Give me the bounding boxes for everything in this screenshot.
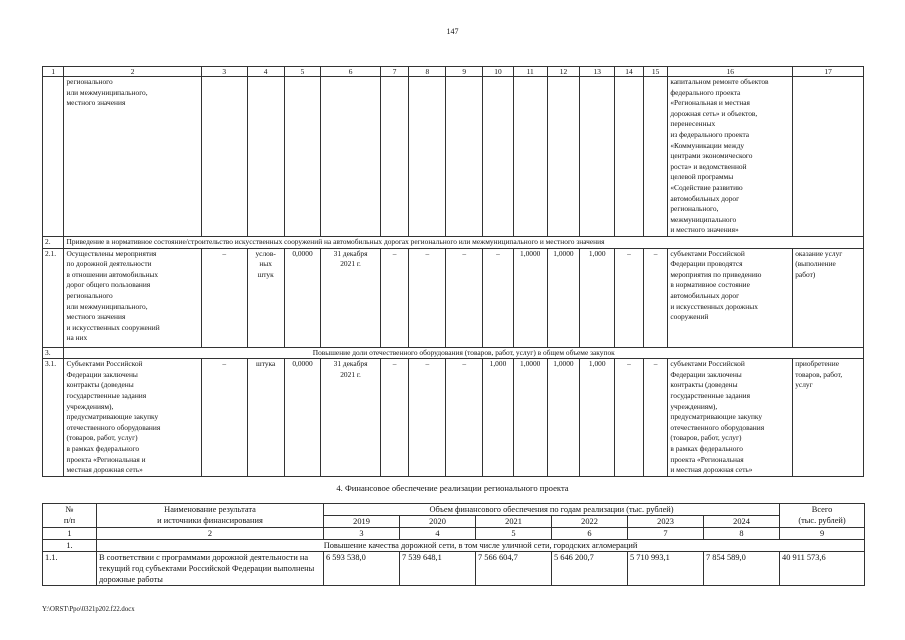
col-number: 3 — [324, 528, 400, 540]
col-header: 13 — [580, 67, 615, 77]
section-number: 3. — [43, 347, 64, 359]
cell: – — [483, 248, 514, 347]
col-header: 14 — [615, 67, 644, 77]
cell: – — [380, 248, 409, 347]
cell: – — [409, 248, 446, 347]
date-cell: 31 декабря 2021 г. — [321, 359, 380, 477]
date-cell: 31 декабря 2021 г. — [321, 248, 380, 347]
result-name-cell: В соответствии с программами дорожной деятельности на текущий год субъектами Российской Федерации выполнены дорожные работы — [97, 552, 324, 586]
year-header: 2024 — [704, 516, 780, 528]
table-header-row — [43, 504, 865, 516]
amount-cell: 6 593 538,0 — [324, 552, 400, 586]
characteristic-cell: субъектами Российской Федерации проводятся мероприятия по приведению в нормативное состояние автомобильных дорог и искусственных дорожных сооружений — [668, 248, 793, 347]
cell: 1,000 — [580, 359, 615, 477]
year-header: 2021 — [476, 516, 552, 528]
cell: – — [380, 359, 409, 477]
table-row — [43, 552, 865, 586]
col-header-name: Наименование результата и источники финансирования — [97, 504, 324, 528]
amount-cell: 7 566 604,7 — [476, 552, 552, 586]
year-header: 2023 — [628, 516, 704, 528]
amount-cell: 5 710 993,1 — [628, 552, 704, 586]
cell: – — [409, 359, 446, 477]
cell: – — [615, 359, 644, 477]
section-row — [43, 347, 864, 359]
total-cell: 40 911 573,6 — [780, 552, 865, 586]
table-row-continued — [43, 77, 864, 237]
section-number: 1. — [43, 540, 97, 552]
cell: 0,0000 — [284, 359, 321, 477]
cell: – — [446, 248, 483, 347]
col-number: 2 — [97, 528, 324, 540]
col-header: 9 — [446, 67, 483, 77]
col-number: 4 — [400, 528, 476, 540]
section-heading: 4. Финансовое обеспечение реализации регионального проекта — [336, 483, 569, 493]
col-header-number: № п/п — [43, 504, 97, 528]
result-name-cell: Субъектами Российской Федерации заключены контракты (доведены государственные задания учреждениям), предусматривающие закупку отечественного оборудования (товаров, работ, услуг) в рамках федерального проекта «Региональная и местная дорожная сеть» — [64, 359, 201, 477]
section-title: Повышение качества дорожной сети, в том числе уличной сети, городских агломераций — [97, 540, 865, 552]
col-header: 6 — [321, 67, 380, 77]
table-row — [43, 359, 864, 477]
cell: – — [201, 359, 247, 477]
table-row — [43, 248, 864, 347]
column-number-row — [43, 528, 865, 540]
year-header: 2020 — [400, 516, 476, 528]
amount-cell: 5 646 200,7 — [552, 552, 628, 586]
section-title: Приведение в нормативное состояние/строительство искусственных сооружений на автомобильных дорогах регионального или межмуниципального и местного значения — [64, 237, 864, 249]
cell: 1,000 — [483, 359, 514, 477]
cell: – — [643, 359, 668, 477]
cell: – — [615, 248, 644, 347]
amount-cell: 7 854 589,0 — [704, 552, 780, 586]
table-header-row — [43, 67, 864, 77]
cell: 1,0000 — [513, 248, 547, 347]
col-header: 10 — [483, 67, 514, 77]
cell: 1,0000 — [513, 359, 547, 477]
characteristic-cell: капитальном ремонте объектов федерального проекта «Региональная и местная дорожная сеть» и объектов, перенесенных из федерального проекта «Коммуникации между центрами экономического роста» и ведомственной целевой программы «Содействие развитию автомобильных дорог регионального, межмуниципального и местного значения» — [668, 77, 793, 237]
year-header: 2019 — [324, 516, 400, 528]
type-cell: приобретение товаров, работ, услуг — [793, 359, 864, 477]
cell: 1,0000 — [547, 359, 580, 477]
col-header: 2 — [64, 67, 201, 77]
col-header: 8 — [409, 67, 446, 77]
col-header: 5 — [284, 67, 321, 77]
file-path-footer: Y:\ORST\Ppo\0321p202.f22.docx — [42, 606, 135, 613]
cell: 1,000 — [580, 248, 615, 347]
col-header: 1 — [43, 67, 64, 77]
col-header: 15 — [643, 67, 668, 77]
section-number: 2. — [43, 237, 64, 249]
col-number: 7 — [628, 528, 704, 540]
characteristic-cell: субъектами Российской Федерации заключены контракты (доведены государственные задания учреждениям), предусматривающие закупку отечественного оборудования (товаров, работ, услуг) в рамках федерального проекта «Региональная и местная дорожная сеть» — [668, 359, 793, 477]
col-number: 9 — [780, 528, 865, 540]
cell: – — [446, 359, 483, 477]
financing-table — [42, 503, 865, 586]
col-number: 5 — [476, 528, 552, 540]
col-header: 17 — [793, 67, 864, 77]
page-number: 147 — [446, 27, 459, 36]
cell: 0,0000 — [284, 248, 321, 347]
amount-cell: 7 539 648,1 — [400, 552, 476, 586]
col-header: 16 — [668, 67, 793, 77]
col-header: 11 — [513, 67, 547, 77]
unit-cell: штука — [247, 359, 284, 477]
result-name-cell: регионального или межмуниципального, местного значения — [64, 77, 201, 237]
section-row — [43, 540, 865, 552]
row-number: 2.1. — [43, 248, 64, 347]
col-number: 1 — [43, 528, 97, 540]
col-header: 3 — [201, 67, 247, 77]
col-header: 7 — [380, 67, 409, 77]
section-row — [43, 237, 864, 249]
year-header: 2022 — [552, 516, 628, 528]
result-name-cell: Осуществлены мероприятия по дорожной деятельности в отношении автомобильных дорог общего пользования регионального или межмуниципального, местного значения и искусственных сооружений на них — [64, 248, 201, 347]
col-header: 12 — [547, 67, 580, 77]
col-header-volume: Объем финансового обеспечения по годам реализации (тыс. рублей) — [324, 504, 780, 516]
unit-cell: услов- ных штук — [247, 248, 284, 347]
type-cell: оказание услуг (выполнение работ) — [793, 248, 864, 347]
results-table — [42, 66, 864, 477]
col-number: 8 — [704, 528, 780, 540]
col-header: 4 — [247, 67, 284, 77]
row-number: 1.1. — [43, 552, 97, 586]
col-number: 6 — [552, 528, 628, 540]
cell: 1,0000 — [547, 248, 580, 347]
cell: – — [643, 248, 668, 347]
section-title: Повышение доли отечественного оборудования (товаров, работ, услуг) в общем объеме закупок — [64, 347, 864, 359]
col-header-total: Всего (тыс. рублей) — [780, 504, 865, 528]
cell: – — [201, 248, 247, 347]
row-number: 3.1. — [43, 359, 64, 477]
